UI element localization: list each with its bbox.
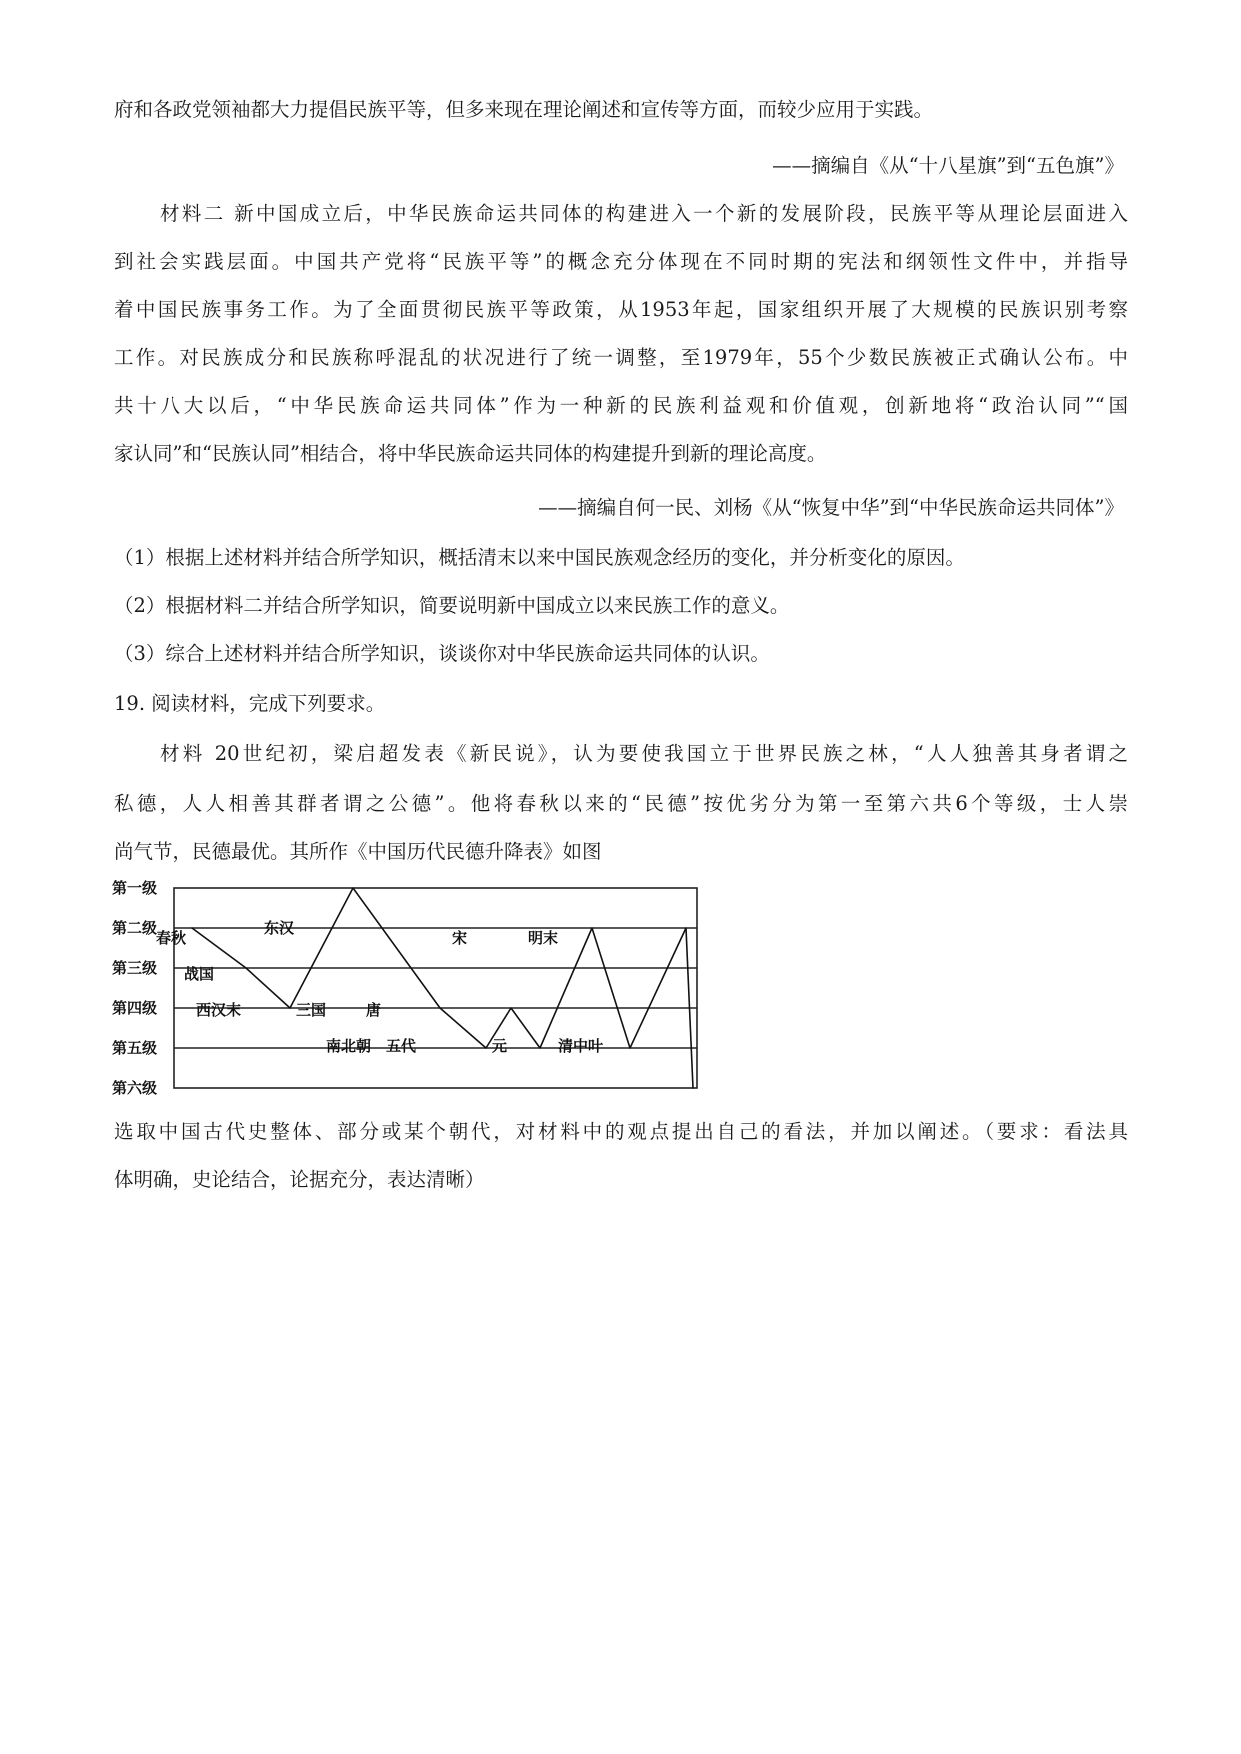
material-two-line-2: 到社会实践层面。中国共产党将“民族平等”的概念充分体现在不同时期的宪法和纲领性文件中，并指导: [114, 250, 1128, 273]
data-point: [289, 1007, 291, 1009]
data-point: [191, 927, 193, 929]
point-label: 东汉: [264, 919, 295, 937]
data-point: [510, 1007, 512, 1009]
data-point: [629, 1047, 631, 1049]
q19-requirement-line-2: 体明确，史论结合，论据充分，表达清晰）: [114, 1168, 485, 1191]
material-two-line-3: 着中国民族事务工作。为了全面贯彻民族平等政策，从1953年起，国家组织开展了大规模的民族识别考察: [114, 298, 1128, 321]
material-two-line-4: 工作。对民族成分和民族称呼混乱的状况进行了统一调整，至1979年，55个少数民族被正式确认公布。中: [114, 346, 1128, 369]
point-label: 战国: [184, 965, 215, 983]
material-two-line-5: 共十八大以后，“中华民族命运共同体”作为一种新的民族利益观和价值观，创新地将“政治认同”“国: [114, 394, 1128, 417]
minde-chart: [110, 880, 710, 1105]
data-point: [591, 927, 593, 929]
data-point: [539, 1047, 541, 1049]
point-label: 清中叶: [558, 1037, 604, 1055]
chart-frame: [174, 888, 697, 1088]
question-19-title: 19. 阅读材料，完成下列要求。: [114, 692, 386, 715]
question-18-3: （3）综合上述材料并结合所学知识，谈谈你对中华民族命运共同体的认识。: [114, 642, 770, 665]
q19-material-line-2: 私德，人人相善其群者谓之公德”。他将春秋以来的“民德”按优劣分为第一至第六共6个等级，士人崇: [114, 792, 1128, 815]
series-segment: [246, 968, 290, 1008]
level-label: 第六级: [112, 1079, 158, 1097]
material-two-line-6: 家认同”和“民族认同”相结合，将中华民族命运共同体的构建提升到新的理论高度。: [114, 442, 827, 465]
question-18-2: （2）根据材料二并结合所学知识，简要说明新中国成立以来民族工作的意义。: [114, 594, 790, 617]
source-two: ——摘编自何一民、刘杨《从“恢复中华”到“中华民族命运共同体”》: [538, 496, 1124, 519]
point-label: 唐: [366, 1001, 382, 1019]
question-18-1: （1）根据上述材料并结合所学知识，概括清末以来中国民族观念经历的变化，并分析变化的原因。: [114, 546, 965, 569]
source-one: ——摘编自《从“十八星旗”到“五色旗”》: [772, 154, 1124, 177]
series-segment: [192, 928, 246, 968]
chart-series: [191, 887, 694, 1089]
series-segment: [440, 1008, 486, 1048]
level-label: 第五级: [112, 1039, 158, 1057]
point-label: 西汉末: [196, 1001, 242, 1019]
point-label: 元: [492, 1037, 508, 1055]
chart-point-labels: [156, 919, 604, 1055]
level-label: 第二级: [112, 919, 158, 937]
point-label: 明末: [528, 929, 559, 947]
data-point: [439, 1007, 441, 1009]
chart-grid: [174, 888, 697, 1088]
q19-material-line-1: 材料 20世纪初，梁启超发表《新民说》，认为要使我国立于世界民族之林，“人人独善其身者谓之: [160, 742, 1128, 765]
point-label: 南北朝: [326, 1037, 372, 1055]
series-segment: [290, 888, 353, 1008]
q19-requirement-line-1: 选取中国古代史整体、部分或某个朝代，对材料中的观点提出自己的看法，并加以阐述。（要求：看法具: [114, 1120, 1128, 1143]
series-segment: [630, 928, 686, 1048]
data-point: [485, 1047, 487, 1049]
material-two-line-1: 材料二 新中国成立后，中华民族命运共同体的构建进入一个新的发展阶段，民族平等从理论层面进入: [160, 202, 1128, 225]
point-label: 五代: [386, 1037, 417, 1055]
point-label: 三国: [296, 1001, 327, 1019]
material-one-tail: 府和各政党领袖都大力提倡民族平等，但多来现在理论阐述和宣传等方面，而较少应用于实践。: [114, 98, 934, 121]
series-segment: [592, 928, 630, 1048]
series-segment: [353, 888, 440, 1008]
point-label: 宋: [452, 929, 468, 947]
level-label: 第四级: [112, 999, 158, 1017]
chart-level-labels: [112, 880, 157, 1097]
level-label: 第三级: [112, 959, 158, 977]
data-point: [692, 1087, 694, 1089]
data-point: [685, 927, 687, 929]
series-segment: [511, 1008, 540, 1048]
level-label: 第一级: [112, 880, 158, 897]
q19-material-line-3: 尚气节，民德最优。其所作《中国历代民德升降表》如图: [114, 840, 602, 863]
data-point: [352, 887, 354, 889]
data-point: [245, 967, 247, 969]
point-label: 春秋: [156, 929, 187, 947]
